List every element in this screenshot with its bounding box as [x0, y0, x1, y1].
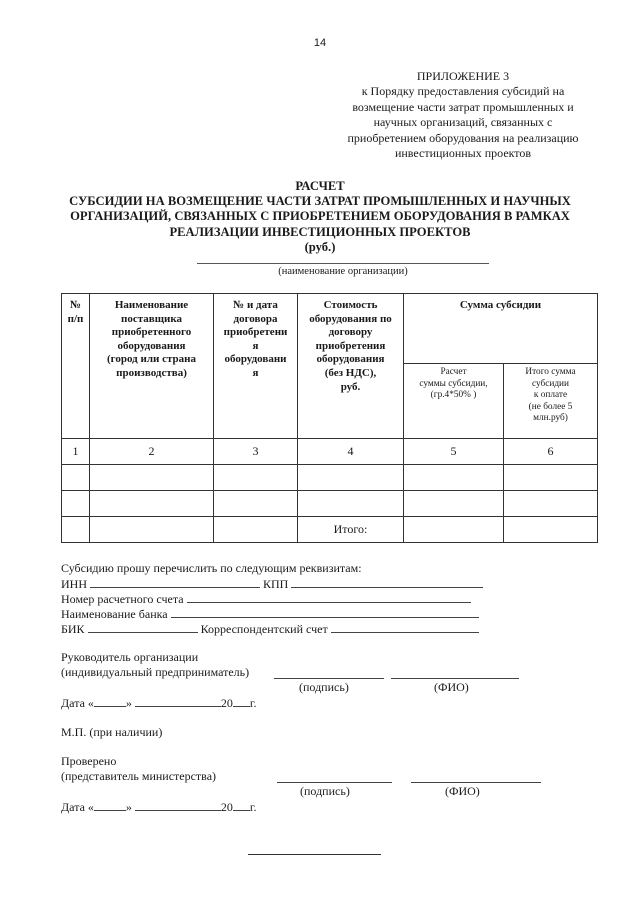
- table-cell: [404, 491, 504, 517]
- appendix-line: научных организаций, связанных с: [373, 115, 553, 130]
- table-cell: [214, 517, 298, 543]
- table-cell: [404, 517, 504, 543]
- head-date-row: Дата « » 20 г.: [61, 696, 257, 710]
- table-cell: [90, 465, 214, 491]
- head-subtitle: (индивидуальный предприниматель): [61, 665, 250, 679]
- header-total-due: Итого сумма субсидии к оплате (не более 5 млн.руб): [504, 364, 598, 439]
- table-cell: [90, 517, 214, 543]
- table-cell: [214, 491, 298, 517]
- table-row: [62, 491, 598, 517]
- table-cell: [504, 517, 598, 543]
- head-date-month-field[interactable]: [135, 695, 221, 707]
- account-field[interactable]: [187, 591, 471, 603]
- header-subsidy: Сумма субсидии: [404, 294, 598, 364]
- table-cell: [62, 465, 90, 491]
- table-cell: [298, 465, 404, 491]
- kpp-field[interactable]: [291, 576, 483, 588]
- head-date-year-field[interactable]: [233, 695, 250, 707]
- bik-label: БИК: [61, 622, 85, 636]
- check-date-day-field[interactable]: [94, 799, 126, 811]
- head-fio-line[interactable]: [391, 678, 519, 679]
- appendix-line: приобретением оборудования на реализацию: [347, 130, 579, 145]
- total-label: Итого:: [298, 517, 404, 543]
- header-num: № п/п: [62, 294, 90, 439]
- table-cell: [404, 465, 504, 491]
- bank-label: Наименование банка: [61, 607, 168, 621]
- column-number: 5: [404, 439, 504, 465]
- table-cell: [504, 465, 598, 491]
- column-number: 6: [504, 439, 598, 465]
- header-supplier: Наименование поставщика приобретенного оборудования (город или страна производства): [90, 294, 214, 439]
- subsidy-calculation-table: [61, 293, 598, 543]
- column-number: 2: [90, 439, 214, 465]
- column-number: 3: [214, 439, 298, 465]
- appendix-line: возмещение части затрат промышленных и: [352, 99, 574, 114]
- title-line: СУБСИДИИ НА ВОЗМЕЩЕНИЕ ЧАСТИ ЗАТРАТ ПРОМЫШЛЕННЫХ И НАУЧНЫХ: [69, 194, 571, 209]
- column-number-row: [62, 439, 598, 465]
- title-line: ОРГАНИЗАЦИЙ, СВЯЗАННЫХ С ПРИОБРЕТЕНИЕМ ОБОРУДОВАНИЯ В РАМКАХ: [70, 209, 570, 224]
- inn-row: [61, 576, 483, 592]
- check-signature-line[interactable]: [277, 782, 392, 783]
- head-signature-line[interactable]: [274, 678, 384, 679]
- organization-name-line: [197, 263, 489, 264]
- check-subtitle: (представитель министерства): [61, 769, 217, 783]
- footer-rule: [248, 854, 381, 855]
- header-calc: Расчет суммы субсидии, (гр.4*50% ): [404, 364, 504, 439]
- appendix-line: к Порядку предоставления субсидий на: [361, 84, 565, 99]
- head-fio-caption: (ФИО): [434, 680, 469, 694]
- table-cell: [504, 491, 598, 517]
- title-line: (руб.): [304, 239, 336, 254]
- head-title: Руководитель организации: [61, 650, 199, 664]
- document-title: [40, 179, 600, 255]
- table-cell: [214, 465, 298, 491]
- table-cell: [62, 517, 90, 543]
- check-date-month-field[interactable]: [135, 799, 221, 811]
- appendix-line: ПРИЛОЖЕНИЕ 3: [416, 69, 510, 83]
- bank-field[interactable]: [171, 606, 479, 618]
- table-cell: [62, 491, 90, 517]
- inn-field[interactable]: [90, 576, 260, 588]
- header-cost: Стоимость оборудования по договору приобретения оборудования (без НДС), руб.: [298, 294, 404, 439]
- page-number: 14: [313, 37, 327, 49]
- table-cell: [90, 491, 214, 517]
- requisites-intro: Субсидию прошу перечислить по следующим реквизитам:: [61, 561, 362, 575]
- bank-row: [61, 606, 479, 622]
- kpp-label: КПП: [263, 577, 289, 591]
- table-row: [62, 465, 598, 491]
- head-date-day-field[interactable]: [94, 695, 126, 707]
- appendix-header: [318, 69, 608, 161]
- title-line: РАСЧЕТ: [295, 179, 345, 193]
- header-contract: № и дата договора приобретени я оборудовани я: [214, 294, 298, 439]
- check-sign-caption: (подпись): [300, 784, 350, 798]
- account-label: Номер расчетного счета: [61, 592, 184, 606]
- check-fio-line[interactable]: [411, 782, 541, 783]
- bik-row: [61, 621, 479, 637]
- stamp-note: М.П. (при наличии): [61, 725, 163, 739]
- column-number: 1: [62, 439, 90, 465]
- table-cell: [298, 491, 404, 517]
- corr-label: Корреспондентский счет: [200, 622, 328, 636]
- organization-name-caption: (наименование организации): [278, 266, 408, 277]
- head-sign-caption: (подпись): [299, 680, 349, 694]
- check-date-year-field[interactable]: [233, 799, 250, 811]
- title-line: РЕАЛИЗАЦИИ ИНВЕСТИЦИОННЫХ ПРОЕКТОВ: [169, 224, 471, 239]
- check-title: Проверено: [61, 754, 117, 768]
- check-fio-caption: (ФИО): [445, 784, 480, 798]
- corr-field[interactable]: [331, 621, 479, 633]
- check-date-row: Дата « » 20 г.: [61, 800, 257, 814]
- inn-label: ИНН: [61, 577, 87, 591]
- column-number: 4: [298, 439, 404, 465]
- account-row: [61, 591, 471, 607]
- bik-field[interactable]: [88, 621, 198, 633]
- total-row: [62, 517, 598, 543]
- appendix-line: инвестиционных проектов: [394, 146, 532, 161]
